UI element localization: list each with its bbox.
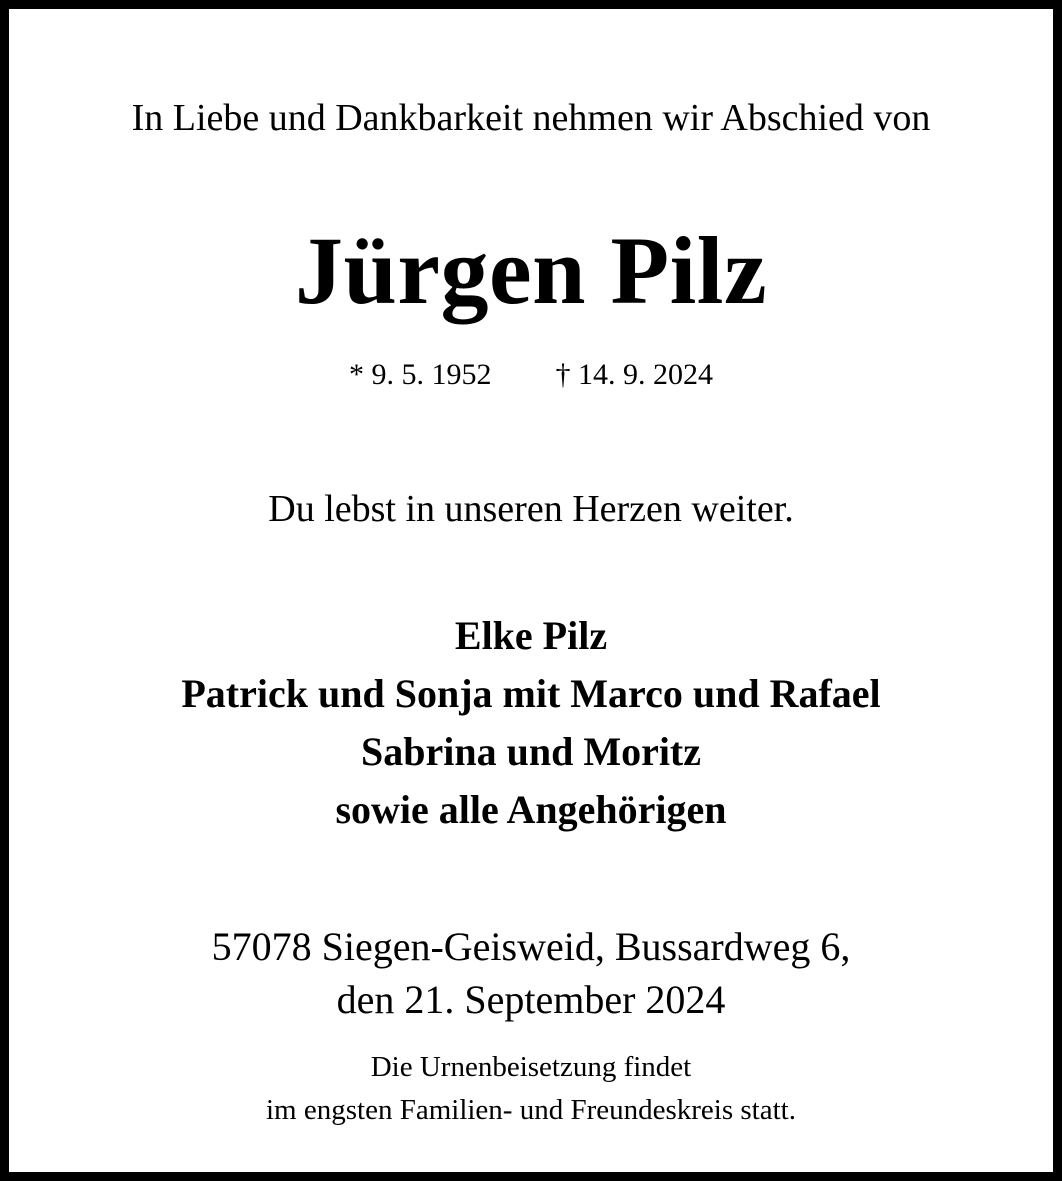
mourner-line: Elke Pilz bbox=[454, 613, 608, 658]
notice-date: den 21. September 2024 bbox=[336, 977, 726, 1022]
burial-note-line-2: im engsten Familien- und Freundeskreis statt. bbox=[266, 1094, 796, 1126]
death-date: † 14. 9. 2024 bbox=[555, 358, 713, 391]
deceased-name: Jürgen Pilz bbox=[294, 217, 768, 324]
memorial-motto: Du lebst in unseren Herzen weiter. bbox=[268, 488, 794, 530]
burial-note-line-1: Die Urnenbeisetzung findet bbox=[370, 1051, 692, 1083]
address-line: 57078 Siegen-Geisweid, Bussardweg 6, bbox=[211, 924, 851, 969]
mourner-line: Patrick und Sonja mit Marco und Rafael bbox=[181, 671, 881, 716]
mourner-line: Sabrina und Moritz bbox=[360, 729, 702, 774]
intro-text: In Liebe und Dankbarkeit nehmen wir Abschied von bbox=[131, 97, 931, 139]
mourners-list bbox=[9, 607, 1053, 839]
life-dates bbox=[9, 350, 1053, 400]
mourner-line: sowie alle Angehörigen bbox=[335, 787, 727, 832]
birth-date: * 9. 5. 1952 bbox=[349, 358, 492, 391]
